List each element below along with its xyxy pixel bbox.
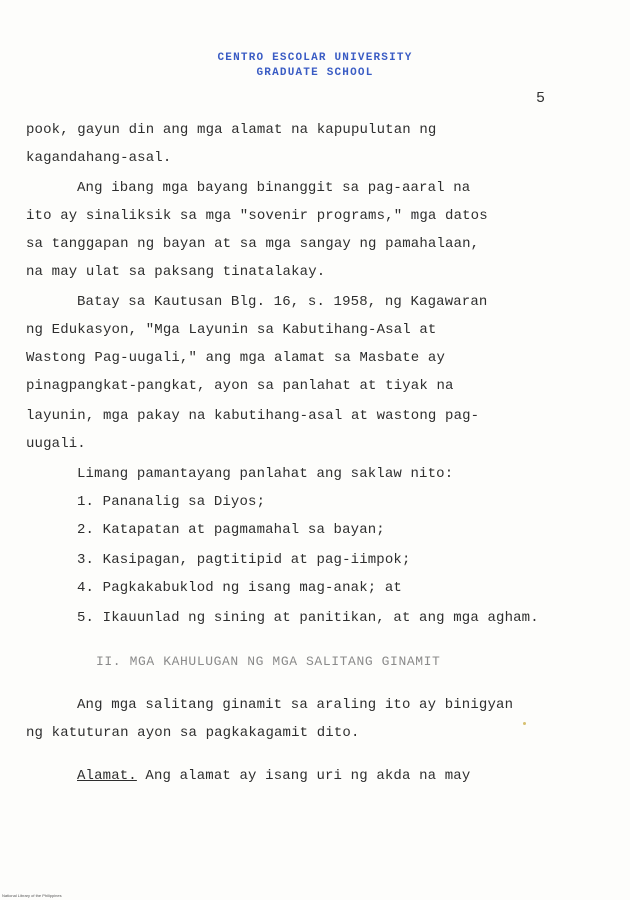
- list-item: 2. Katapatan at pagmamahal sa bayan;: [77, 522, 385, 538]
- list-item: 4. Pagkakabuklod ng isang mag-anak; at: [77, 580, 402, 596]
- body-line: layunin, mga pakay na kabutihang-asal at wastong pag-: [26, 408, 480, 424]
- header-school: GRADUATE SCHOOL: [256, 67, 374, 79]
- body-line: Limang pamantayang panlahat ang saklaw nito:: [77, 466, 454, 482]
- body-line: ng Edukasyon, "Mga Layunin sa Kabutihang-Asal at: [26, 322, 437, 338]
- paper-speck: [523, 722, 526, 725]
- section-heading: II. MGA KAHULUGAN NG MGA SALITANG GINAMIT: [96, 654, 441, 669]
- body-line: sa tanggapan ng bayan at sa mga sangay ng pamahalaan,: [26, 236, 480, 252]
- body-line: Batay sa Kautusan Blg. 16, s. 1958, ng Kagawaran: [77, 294, 488, 310]
- definition-text: Ang alamat ay isang uri ng akda na may: [136, 768, 471, 784]
- body-line: ng katuturan ayon sa pagkakagamit dito.: [26, 725, 360, 741]
- body-line: kagandahang-asal.: [26, 150, 172, 166]
- list-item: 3. Kasipagan, pagtitipid at pag-iimpok;: [77, 552, 411, 568]
- term-alamat: Alamat.: [77, 768, 137, 784]
- footer-archive-label: National Library of the Philippines: [2, 893, 62, 898]
- definition-line: [77, 768, 470, 784]
- body-line: uugali.: [26, 436, 86, 452]
- list-item: 1. Pananalig sa Diyos;: [77, 494, 266, 510]
- body-line: Wastong Pag-uugali," ang mga alamat sa Masbate ay: [26, 350, 446, 366]
- body-line: pinagpangkat-pangkat, ayon sa panlahat at tiyak na: [26, 378, 454, 394]
- list-item: 5. Ikauunlad ng sining at panitikan, at ang mga agham.: [77, 610, 539, 626]
- body-line: na may ulat sa paksang tinatalakay.: [26, 264, 326, 280]
- body-line: Ang ibang mga bayang binanggit sa pag-aaral na: [77, 180, 471, 196]
- body-line: ito ay sinaliksik sa mga "sovenir programs," mga datos: [26, 208, 488, 224]
- body-line: Ang mga salitang ginamit sa araling ito ay binigyan: [77, 697, 514, 713]
- header-university: CENTRO ESCOLAR UNIVERSITY: [217, 52, 413, 64]
- page-number: 5: [536, 90, 546, 107]
- body-line: pook, gayun din ang mga alamat na kapupulutan ng: [26, 122, 437, 138]
